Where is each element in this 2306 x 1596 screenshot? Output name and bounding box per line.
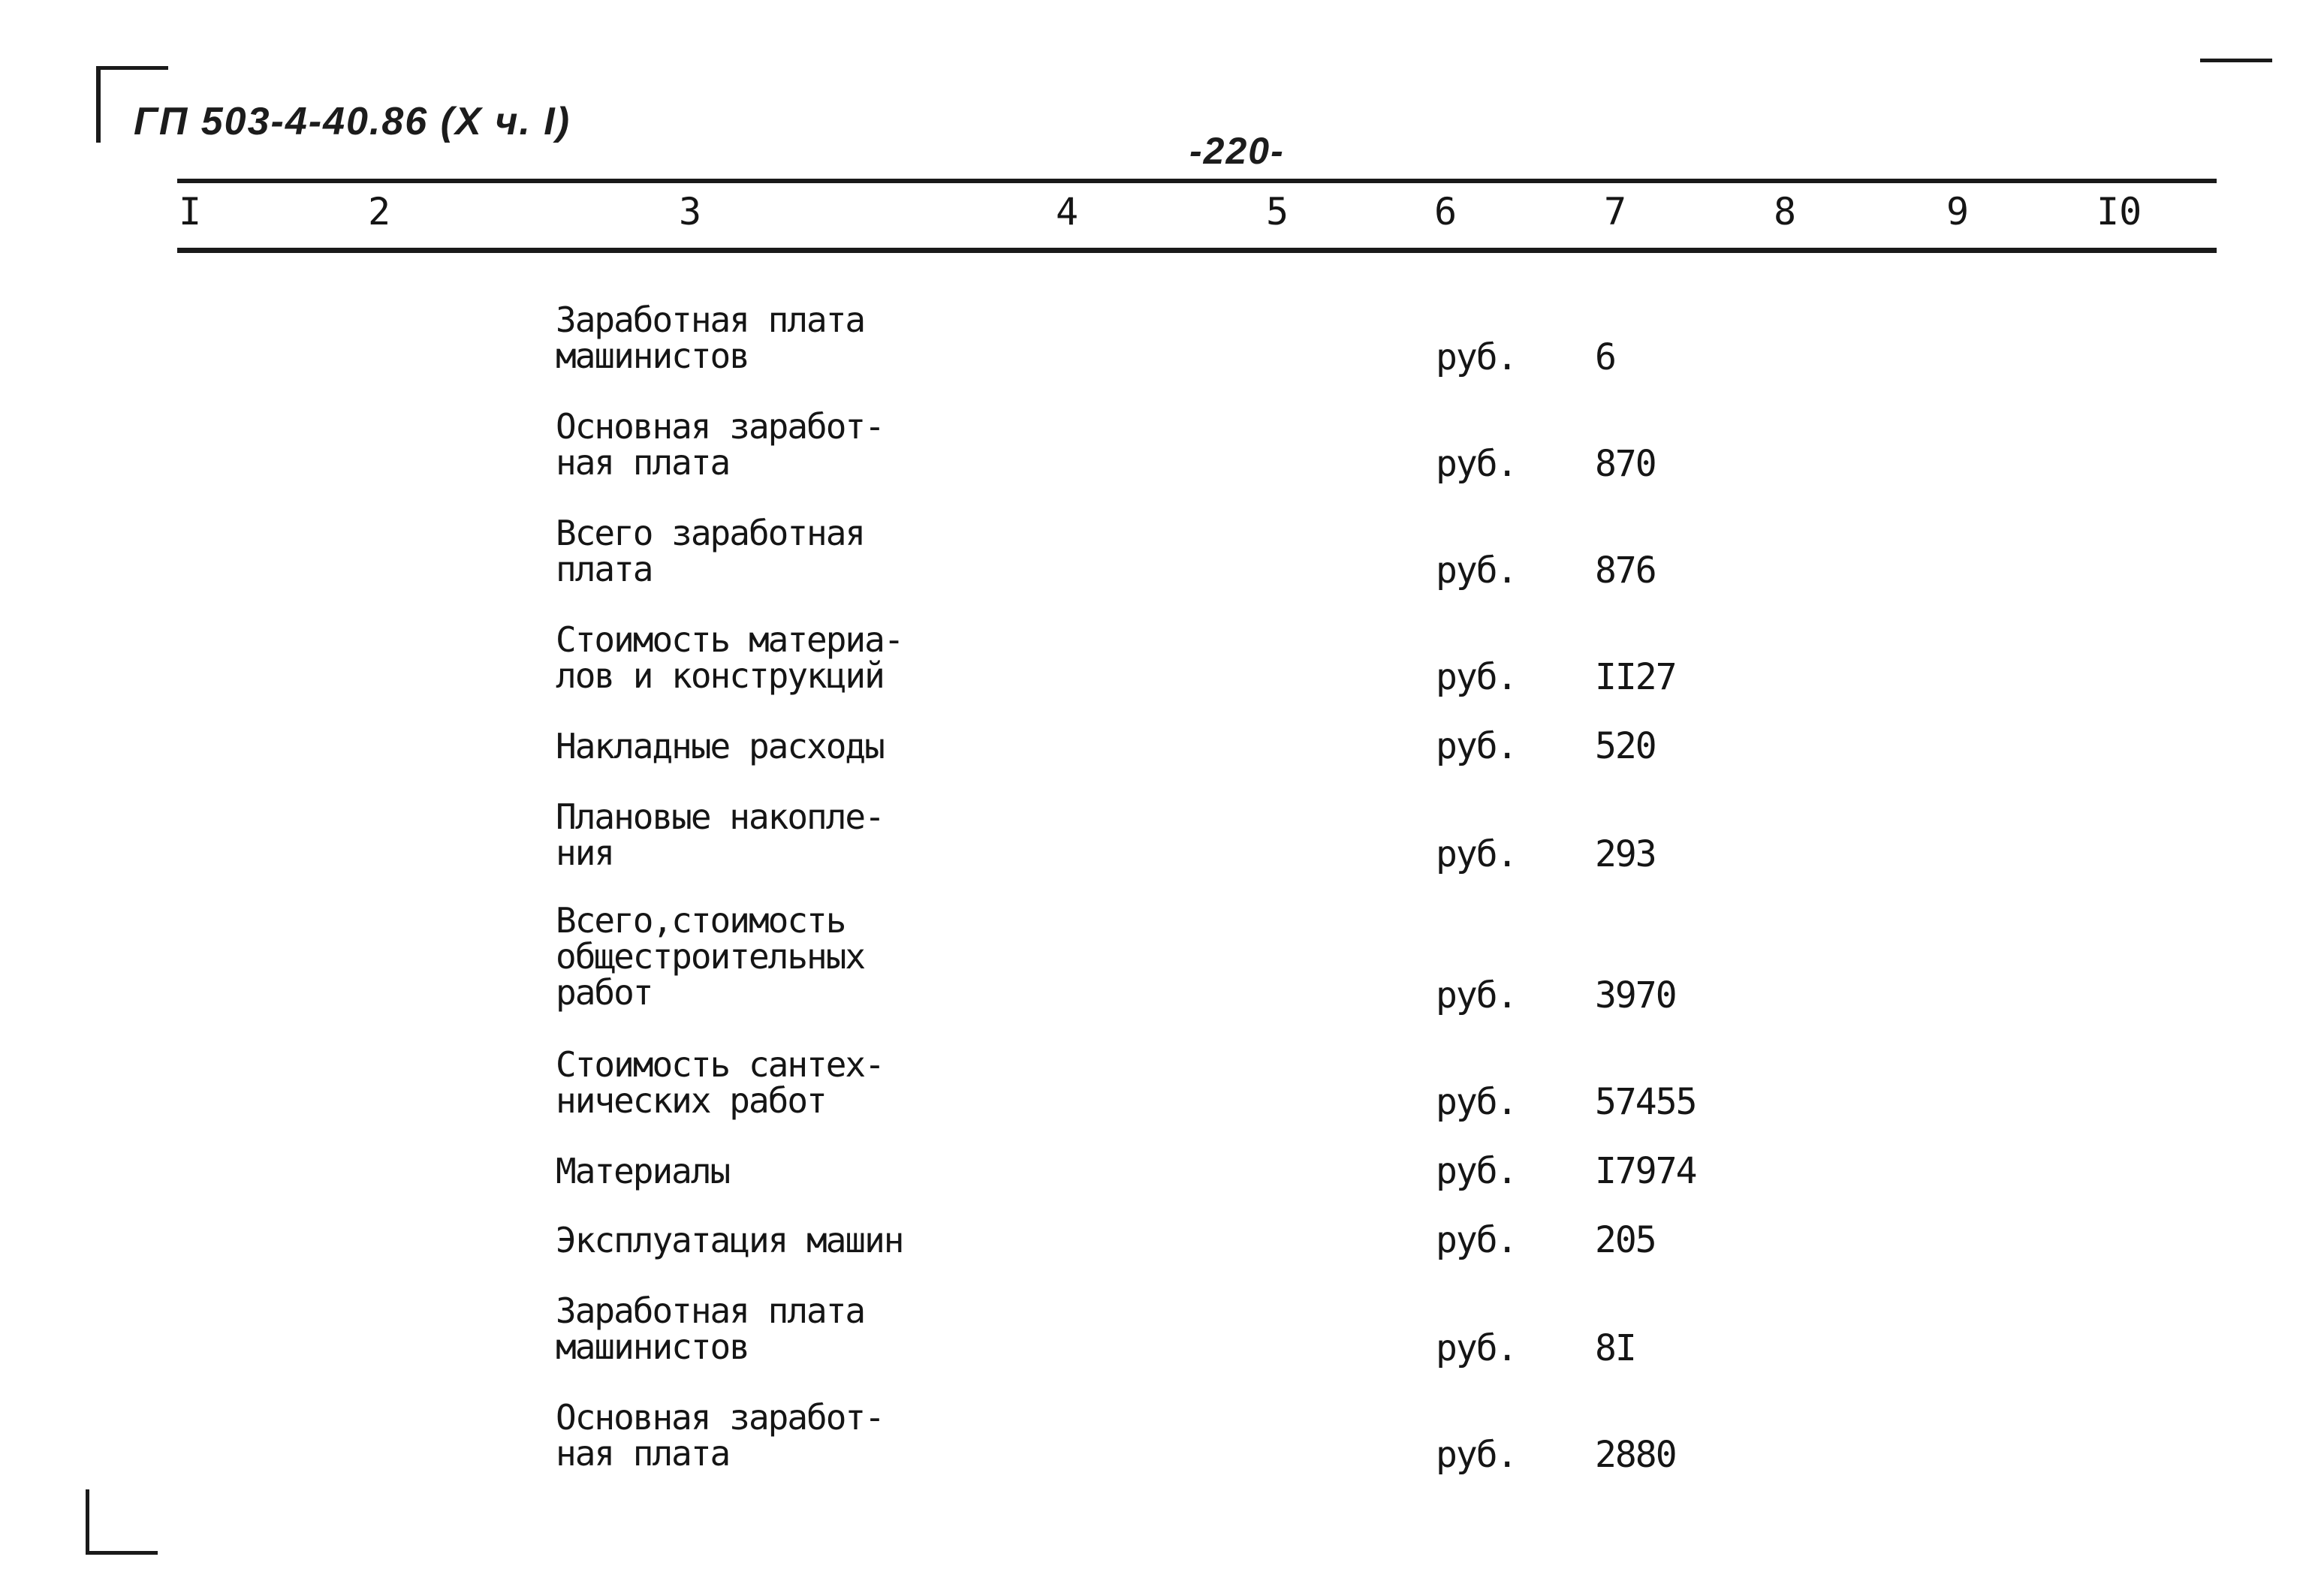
row-value: 3970: [1595, 974, 1676, 1016]
row-label: Эксплуатация машин: [556, 1220, 903, 1260]
column-header: 7: [1604, 190, 1627, 233]
row-value: 870: [1595, 443, 1656, 485]
row-unit: руб.: [1436, 833, 1517, 875]
corner-mark-top-left: [96, 66, 168, 70]
row-unit: руб.: [1436, 974, 1517, 1016]
row-unit: руб.: [1436, 725, 1517, 767]
row-unit: руб.: [1436, 1150, 1517, 1192]
row-value: 205: [1595, 1219, 1656, 1261]
column-header: 9: [1946, 190, 1970, 233]
corner-mark-bottom-left: [86, 1489, 89, 1554]
table-header-rule: [177, 248, 2217, 253]
corner-mark-top-right: [2200, 59, 2272, 62]
row-label: Стоимость материа- лов и конструкций: [556, 619, 903, 696]
column-header: I0: [2097, 190, 2142, 233]
row-unit: руб.: [1436, 1327, 1517, 1369]
column-header: 6: [1434, 190, 1457, 233]
row-label: Стоимость сантех- нических работ: [556, 1044, 884, 1121]
row-label: Материалы: [556, 1151, 730, 1191]
column-header: 5: [1266, 190, 1289, 233]
column-header: 8: [1774, 190, 1797, 233]
row-unit: руб.: [1436, 336, 1517, 378]
row-unit: руб.: [1436, 656, 1517, 698]
row-value: 6: [1595, 336, 1615, 378]
column-header: 3: [679, 190, 702, 233]
row-value: II27: [1595, 656, 1676, 698]
row-unit: руб.: [1436, 1081, 1517, 1123]
row-label: Накладные расходы: [556, 726, 884, 766]
row-unit: руб.: [1436, 550, 1517, 592]
row-value: I7974: [1595, 1150, 1696, 1192]
page-number: -220-: [1189, 130, 1285, 172]
row-unit: руб.: [1436, 1434, 1517, 1476]
row-value: 8I: [1595, 1327, 1635, 1369]
column-header: 4: [1056, 190, 1079, 233]
row-label: Основная заработ- ная плата: [556, 406, 884, 483]
row-value: 57455: [1595, 1081, 1696, 1123]
table-top-rule: [177, 179, 2217, 183]
row-value: 2880: [1595, 1434, 1676, 1476]
row-label: Всего,стоимость общестроительных работ: [556, 900, 865, 1013]
column-header: I: [179, 190, 202, 233]
corner-mark-bottom-left: [86, 1551, 158, 1555]
row-label: Всего заработная плата: [556, 513, 865, 589]
row-value: 520: [1595, 725, 1656, 767]
row-label: Основная заработ- ная плата: [556, 1397, 884, 1474]
row-value: 876: [1595, 550, 1656, 592]
row-unit: руб.: [1436, 443, 1517, 485]
document-code: ГП 503-4-40.86 (X ч. I): [134, 100, 571, 143]
row-unit: руб.: [1436, 1219, 1517, 1261]
row-value: 293: [1595, 833, 1656, 875]
row-label: Заработная плата машинистов: [556, 1290, 865, 1367]
row-label: Плановые накопле- ния: [556, 796, 884, 873]
row-label: Заработная плата машинистов: [556, 300, 865, 376]
corner-mark-top-left: [96, 68, 101, 143]
column-header: 2: [368, 190, 391, 233]
